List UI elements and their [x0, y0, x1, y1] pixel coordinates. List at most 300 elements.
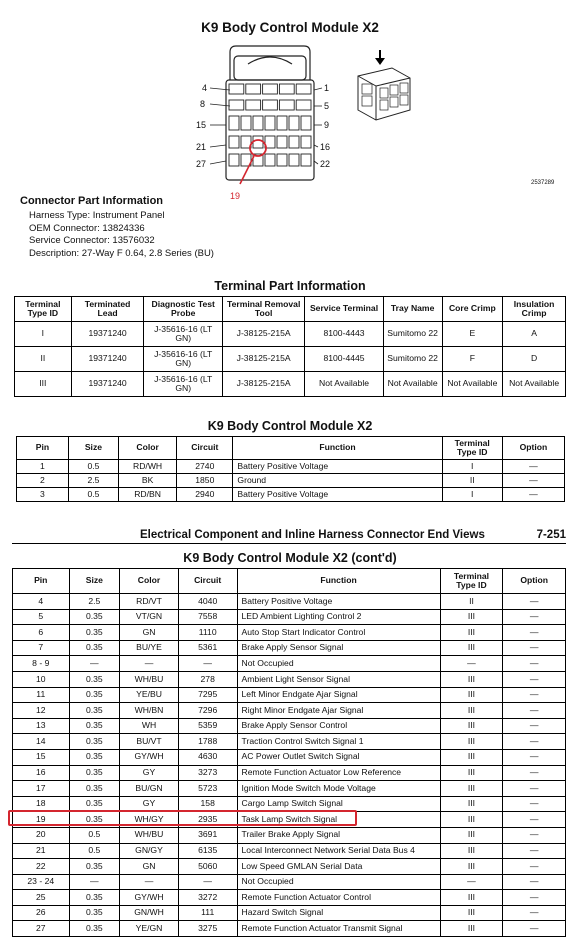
table-cell: — — [69, 874, 120, 890]
table-row — [13, 687, 566, 703]
table-cell: — — [503, 796, 566, 812]
table-cell: — — [503, 890, 566, 906]
table-cell: Not Available — [442, 372, 503, 397]
table-cell: 0.35 — [69, 765, 120, 781]
table-cell: III — [15, 372, 72, 397]
table-cell: 5361 — [178, 640, 237, 656]
table-cell: — — [120, 656, 179, 672]
table-cell: 1850 — [177, 474, 233, 488]
table-cell: J-35616-16 (LT GN) — [144, 347, 223, 372]
table-cell: Left Minor Endgate Ajar Signal — [237, 687, 440, 703]
table-cell: J-35616-16 (LT GN) — [144, 372, 223, 397]
table-cell: Sumitomo 22 — [383, 347, 442, 372]
table-row — [13, 671, 566, 687]
table-cell: 6135 — [178, 843, 237, 859]
table-cell: 0.35 — [69, 749, 120, 765]
table-cell: 0.35 — [69, 734, 120, 750]
table-cell: 8 - 9 — [13, 656, 70, 672]
table-cell: Battery Positive Voltage — [237, 594, 440, 610]
table-cell: 2.5 — [69, 594, 120, 610]
table-cell: 0.35 — [69, 718, 120, 734]
table-row — [13, 890, 566, 906]
table-cell: Ignition Mode Switch Mode Voltage — [237, 781, 440, 797]
table-cell: 158 — [178, 796, 237, 812]
table-cell: 12 — [13, 703, 70, 719]
table-cell: BU/VT — [120, 734, 179, 750]
pin-label-22: 22 — [320, 159, 331, 169]
pin-table-2 — [12, 568, 566, 937]
table-cell: III — [440, 812, 503, 828]
column-header: Terminal Type ID — [442, 437, 502, 460]
table-row — [13, 765, 566, 781]
table-row — [13, 921, 566, 937]
connector-cavity — [296, 100, 311, 110]
table-cell: — — [503, 843, 566, 859]
table-cell: 0.35 — [69, 703, 120, 719]
table-cell: III — [440, 921, 503, 937]
table-cell: 7558 — [178, 609, 237, 625]
table-row — [13, 749, 566, 765]
table-cell: J-38125-215A — [222, 372, 304, 397]
pin-label-8: 8 — [200, 99, 206, 109]
connector-cavity — [289, 154, 299, 166]
table-cell: 1788 — [178, 734, 237, 750]
table-cell: 18 — [13, 796, 70, 812]
connector-cavity — [229, 84, 244, 94]
connector-3d-view — [352, 48, 412, 128]
table-cell: D — [503, 347, 566, 372]
column-header: Color — [120, 569, 179, 594]
table-cell: 5060 — [178, 859, 237, 875]
table-cell: II — [442, 474, 502, 488]
connector-cavity — [265, 116, 275, 130]
table-cell: 5723 — [178, 781, 237, 797]
column-header: Terminal Type ID — [440, 569, 503, 594]
table-cell: VT/GN — [120, 609, 179, 625]
table-row — [13, 734, 566, 750]
table-cell: — — [178, 656, 237, 672]
connector-cavity — [279, 84, 294, 94]
table-cell: 0.35 — [69, 671, 120, 687]
table-cell: 2 — [17, 474, 69, 488]
table-cell: Not Occupied — [237, 874, 440, 890]
table-cell: 8100-4445 — [305, 347, 383, 372]
table-cell: Traction Control Switch Signal 1 — [237, 734, 440, 750]
table-row — [13, 827, 566, 843]
pin-19-highlight-box — [8, 810, 357, 826]
connector-cavity — [229, 100, 244, 110]
table-cell: 0.35 — [69, 890, 120, 906]
table-cell: — — [503, 749, 566, 765]
service-connector: Service Connector: 13576032 — [29, 235, 155, 247]
table-row — [13, 859, 566, 875]
column-header: Function — [237, 569, 440, 594]
table-row — [13, 625, 566, 641]
table-cell: 3272 — [178, 890, 237, 906]
column-header: Circuit — [178, 569, 237, 594]
connector-cavity — [279, 100, 294, 110]
table-cell: RD/WH — [118, 460, 176, 474]
table-cell: 3 — [17, 488, 69, 502]
connector-description: Description: 27-Way F 0.64, 2.8 Series (BU) — [29, 248, 214, 260]
table-cell: 0.35 — [69, 640, 120, 656]
table-cell: 0.35 — [69, 921, 120, 937]
table-cell: Battery Positive Voltage — [233, 488, 442, 502]
connector-info-heading: Connector Part Information — [20, 195, 164, 207]
table-cell: — — [503, 859, 566, 875]
table-cell: III — [440, 890, 503, 906]
oem-connector: OEM Connector: 13824336 — [29, 222, 145, 234]
table-cell: GY/WH — [120, 890, 179, 906]
table-cell: II — [15, 347, 72, 372]
table-cell: BK — [118, 474, 176, 488]
pin-table-1-heading: K9 Body Control Module X2 — [207, 419, 373, 433]
connector-cavity — [253, 116, 263, 130]
table-cell: — — [503, 781, 566, 797]
connector-cavity — [265, 154, 275, 166]
table-cell: 2740 — [177, 460, 233, 474]
table-cell: YE/GN — [120, 921, 179, 937]
column-header: Terminal Removal Tool — [222, 297, 304, 322]
table-cell: — — [503, 827, 566, 843]
table-cell: AC Power Outlet Switch Signal — [237, 749, 440, 765]
table-cell: 3275 — [178, 921, 237, 937]
table-cell: GN/GY — [120, 843, 179, 859]
table-cell: 4630 — [178, 749, 237, 765]
table-cell: 15 — [13, 749, 70, 765]
table-cell: III — [440, 734, 503, 750]
terminal-part-table — [14, 296, 566, 397]
table-cell: GY/WH — [120, 749, 179, 765]
column-header: Tray Name — [383, 297, 442, 322]
column-header: Service Terminal — [305, 297, 383, 322]
section-title: Electrical Component and Inline Harness Connector End Views — [140, 529, 485, 541]
table-cell: Ground — [233, 474, 442, 488]
connector-cavity — [277, 116, 287, 130]
table-cell: A — [503, 322, 566, 347]
table-cell: III — [440, 859, 503, 875]
pin-label-21: 21 — [196, 142, 207, 152]
connector-cavity — [241, 116, 251, 130]
connector-cavity — [246, 84, 261, 94]
table-cell: 11 — [13, 687, 70, 703]
table-cell: — — [503, 812, 566, 828]
table-cell: I — [442, 488, 502, 502]
table-cell: 0.35 — [69, 781, 120, 797]
connector-cavity — [263, 84, 278, 94]
table-cell: 4040 — [178, 594, 237, 610]
table-cell: YE/BU — [120, 687, 179, 703]
table-cell: 1110 — [178, 625, 237, 641]
harness-type: Harness Type: Instrument Panel — [29, 209, 165, 221]
table-cell: 25 — [13, 890, 70, 906]
table-row — [17, 488, 565, 502]
table-cell: — — [503, 609, 566, 625]
column-header: Pin — [13, 569, 70, 594]
table-cell: III — [440, 905, 503, 921]
table-cell: III — [440, 749, 503, 765]
table-row — [13, 609, 566, 625]
table-cell: — — [502, 488, 564, 502]
table-cell: 0.35 — [69, 812, 120, 828]
table-cell: III — [440, 609, 503, 625]
terminal-info-heading: Terminal Part Information — [214, 279, 366, 293]
connector-part-info — [20, 195, 214, 261]
connector-cavity — [296, 84, 311, 94]
column-header: Size — [68, 437, 118, 460]
connector-cavity — [253, 136, 263, 148]
table-cell: I — [442, 460, 502, 474]
table-cell: 278 — [178, 671, 237, 687]
table-cell: Remote Function Actuator Control — [237, 890, 440, 906]
table-cell: — — [502, 460, 564, 474]
table-cell: Task Lamp Switch Signal — [237, 812, 440, 828]
pin-table-2-heading: K9 Body Control Module X2 (cont'd) — [183, 551, 397, 565]
table-cell: F — [442, 347, 503, 372]
column-header: Terminal Type ID — [15, 297, 72, 322]
table-cell: Remote Function Actuator Transmit Signal — [237, 921, 440, 937]
column-header: Pin — [17, 437, 69, 460]
table-cell: LED Ambient Lighting Control 2 — [237, 609, 440, 625]
column-header: Diagnostic Test Probe — [144, 297, 223, 322]
table-cell: Auto Stop Start Indicator Control — [237, 625, 440, 641]
diagram-part-number: 2537289 — [531, 180, 555, 186]
table-row — [13, 781, 566, 797]
table-cell: II — [440, 594, 503, 610]
table-cell: Remote Function Actuator Low Reference — [237, 765, 440, 781]
table-cell: 19371240 — [71, 347, 144, 372]
table-cell: 4 — [13, 594, 70, 610]
table-cell: — — [503, 765, 566, 781]
table-cell: 0.35 — [69, 859, 120, 875]
column-header: Option — [503, 569, 566, 594]
connector-face-diagram — [190, 42, 350, 202]
table-cell: — — [503, 687, 566, 703]
table-cell: Ambient Light Sensor Signal — [237, 671, 440, 687]
table-row — [13, 843, 566, 859]
table-row — [13, 656, 566, 672]
highlight-pin-label: 19 — [230, 191, 241, 201]
table-cell: GN — [120, 625, 179, 641]
column-header: Option — [502, 437, 564, 460]
table-cell: 20 — [13, 827, 70, 843]
table-row — [15, 347, 566, 372]
table-cell: 7 — [13, 640, 70, 656]
table-cell: E — [442, 322, 503, 347]
table-cell: III — [440, 781, 503, 797]
table-row — [13, 640, 566, 656]
table-cell: — — [503, 921, 566, 937]
table-cell: III — [440, 671, 503, 687]
connector-cavity — [301, 136, 311, 148]
table-cell: Not Available — [305, 372, 383, 397]
table-cell: 111 — [178, 905, 237, 921]
table-cell: 0.35 — [69, 905, 120, 921]
table-cell: — — [120, 874, 179, 890]
table-cell: 7296 — [178, 703, 237, 719]
table-cell: Trailer Brake Apply Signal — [237, 827, 440, 843]
table-cell: 21 — [13, 843, 70, 859]
table-cell: 16 — [13, 765, 70, 781]
column-header: Size — [69, 569, 120, 594]
pin-label-1: 1 — [324, 83, 330, 93]
pin-label-27: 27 — [196, 159, 207, 169]
table-cell: — — [503, 874, 566, 890]
connector-cavity — [277, 136, 287, 148]
table-cell: Low Speed GMLAN Serial Data — [237, 859, 440, 875]
connector-cavity — [301, 154, 311, 166]
column-header: Insulation Crimp — [503, 297, 566, 322]
table-cell: BU/YE — [120, 640, 179, 656]
table-cell: GY — [120, 765, 179, 781]
table-row — [13, 874, 566, 890]
pin-label-4: 4 — [202, 83, 208, 93]
table-cell: 0.5 — [69, 843, 120, 859]
table-cell: RD/BN — [118, 488, 176, 502]
table-cell: — — [502, 474, 564, 488]
column-header: Circuit — [177, 437, 233, 460]
table-cell: 0.35 — [69, 796, 120, 812]
table-cell: Brake Apply Sensor Signal — [237, 640, 440, 656]
column-header: Core Crimp — [442, 297, 503, 322]
table-cell: J-35616-16 (LT GN) — [144, 322, 223, 347]
table-cell: III — [440, 687, 503, 703]
table-cell: 23 - 24 — [13, 874, 70, 890]
table-cell: — — [503, 703, 566, 719]
pin-label-5: 5 — [324, 101, 330, 111]
table-cell: Brake Apply Sensor Control — [237, 718, 440, 734]
table-cell: Cargo Lamp Switch Signal — [237, 796, 440, 812]
table-cell: 0.5 — [69, 827, 120, 843]
table-cell: J-38125-215A — [222, 347, 304, 372]
table-cell: 0.35 — [69, 687, 120, 703]
connector-cavity — [289, 136, 299, 148]
table-cell: Not Available — [503, 372, 566, 397]
page-number: 7-251 — [536, 529, 566, 541]
connector-cavity — [277, 154, 287, 166]
table-cell: — — [503, 625, 566, 641]
table-cell: RD/VT — [120, 594, 179, 610]
table-row — [13, 905, 566, 921]
table-cell: — — [503, 718, 566, 734]
table-cell: — — [503, 905, 566, 921]
column-header: Function — [233, 437, 442, 460]
table-cell: 19 — [13, 812, 70, 828]
table-cell: — — [503, 671, 566, 687]
table-cell: Not Available — [383, 372, 442, 397]
table-cell: J-38125-215A — [222, 322, 304, 347]
table-cell: III — [440, 703, 503, 719]
table-cell: 19371240 — [71, 322, 144, 347]
column-header: Terminated Lead — [71, 297, 144, 322]
table-cell: 19371240 — [71, 372, 144, 397]
table-cell: WH/BN — [120, 703, 179, 719]
table-cell: Not Occupied — [237, 656, 440, 672]
pin-label-9: 9 — [324, 120, 330, 130]
section-divider — [12, 543, 566, 544]
table-cell: III — [440, 640, 503, 656]
table-cell: 3273 — [178, 765, 237, 781]
table-cell: 0.35 — [69, 625, 120, 641]
table-cell: WH — [120, 718, 179, 734]
table-cell: 13 — [13, 718, 70, 734]
connector-cavity — [263, 100, 278, 110]
table-cell: III — [440, 827, 503, 843]
connector-cavity — [301, 116, 311, 130]
table-cell: 14 — [13, 734, 70, 750]
table-cell: GY — [120, 796, 179, 812]
table-cell: 22 — [13, 859, 70, 875]
table-cell: III — [440, 796, 503, 812]
table-cell: BU/GN — [120, 781, 179, 797]
page-title: K9 Body Control Module X2 — [201, 20, 379, 35]
table-cell: — — [503, 640, 566, 656]
table-cell: GN — [120, 859, 179, 875]
column-header: Color — [118, 437, 176, 460]
table-cell: 0.5 — [68, 488, 118, 502]
table-cell: Right Minor Endgate Ajar Signal — [237, 703, 440, 719]
table-row — [17, 460, 565, 474]
table-cell: III — [440, 625, 503, 641]
table-cell: 1 — [17, 460, 69, 474]
table-cell: III — [440, 843, 503, 859]
table-cell: — — [503, 734, 566, 750]
table-cell: WH/BU — [120, 827, 179, 843]
table-cell: 6 — [13, 625, 70, 641]
table-cell: — — [503, 594, 566, 610]
table-cell: 0.35 — [69, 609, 120, 625]
table-cell: 17 — [13, 781, 70, 797]
pin-table-1 — [16, 436, 565, 502]
table-cell: Local Interconnect Network Serial Data Bus 4 — [237, 843, 440, 859]
table-cell: 10 — [13, 671, 70, 687]
table-row — [13, 594, 566, 610]
table-cell: 8100-4443 — [305, 322, 383, 347]
connector-cavity — [289, 116, 299, 130]
table-cell: — — [440, 874, 503, 890]
connector-cavity — [229, 116, 239, 130]
table-row — [15, 322, 566, 347]
table-cell: I — [15, 322, 72, 347]
table-row — [13, 718, 566, 734]
connector-cavity — [229, 136, 239, 148]
table-cell: Battery Positive Voltage — [233, 460, 442, 474]
connector-cavity — [229, 154, 239, 166]
table-cell: 2935 — [178, 812, 237, 828]
table-cell: III — [440, 718, 503, 734]
table-cell: Hazard Switch Signal — [237, 905, 440, 921]
table-row — [15, 372, 566, 397]
table-cell: 5 — [13, 609, 70, 625]
table-cell: 26 — [13, 905, 70, 921]
table-cell: — — [503, 656, 566, 672]
table-cell: — — [440, 656, 503, 672]
table-cell: GN/WH — [120, 905, 179, 921]
table-cell: Sumitomo 22 — [383, 322, 442, 347]
table-cell: 5359 — [178, 718, 237, 734]
table-row — [17, 474, 565, 488]
table-cell: 0.5 — [68, 460, 118, 474]
table-cell: — — [178, 874, 237, 890]
connector-cavity — [246, 100, 261, 110]
pin-label-16: 16 — [320, 142, 331, 152]
pin-label-15: 15 — [196, 120, 207, 130]
table-cell: 2940 — [177, 488, 233, 502]
table-cell: 2.5 — [68, 474, 118, 488]
table-cell: — — [69, 656, 120, 672]
table-cell: WH/BU — [120, 671, 179, 687]
table-cell: WH/GY — [120, 812, 179, 828]
